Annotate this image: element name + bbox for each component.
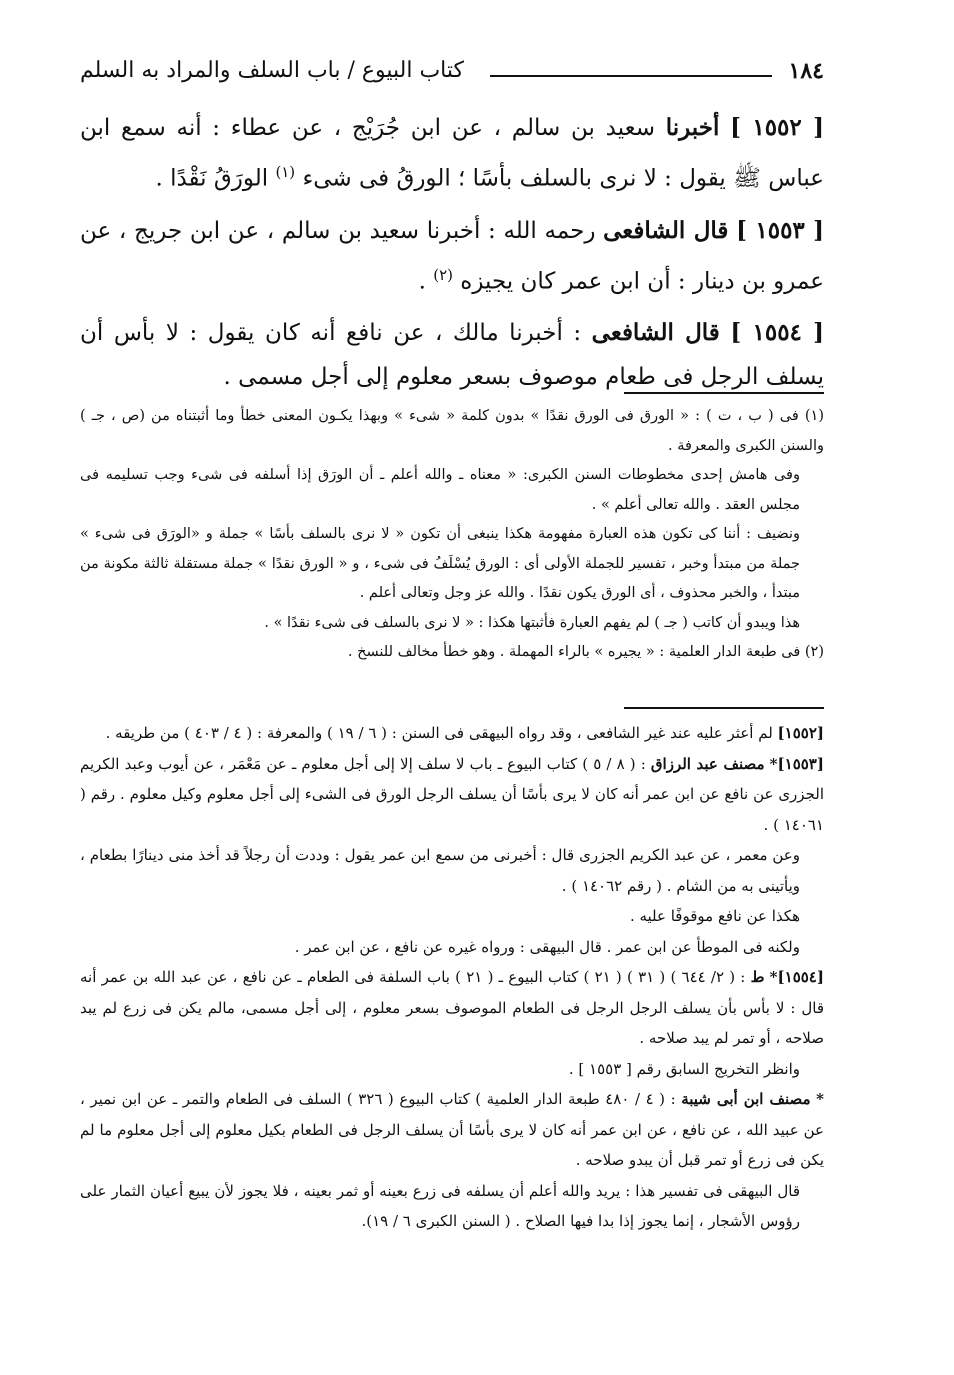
running-title: كتاب البيوع / باب السلف والمراد به السلم	[80, 58, 465, 83]
reference-1552	[80, 718, 824, 749]
paragraph-text: : أخبرنا مالك ، عن نافع أنه كان يقول : لا بأس أن يسلف الرجل فى طعام موصوف بسعر معلوم إلى أجل مسمى .	[80, 320, 824, 391]
paragraph-1554	[80, 311, 824, 399]
paragraph-tail: .	[418, 268, 426, 295]
paragraph-lead: أخبرنا	[665, 114, 720, 141]
header-rule	[490, 75, 772, 77]
paragraph-text: سعيد بن سالم ، عن ابن جُرَيْج ، عن عطاء : أنه سمع ابن عباس ﷺ يقول : لا نرى بالسلف بأسًا ؛ الورقُ فى شىء	[80, 115, 824, 192]
reference-text: : ( ٨ / ٥ ) كتاب البيوع ـ باب لا سلف إلا إلى أجل معلوم ـ عن مَعْمَر ، عن أيوب وعبد الكريم الجزرى عن نافع عن ابن عمر أنه كان لا يرى بأسًا أن يسلف الرجل الورق فى الشىء إلى أجل معلوم وكيل معلوم . رقم ( ١٤٠٦١ ) .	[80, 754, 824, 834]
reference-source: ط	[750, 968, 765, 986]
reference-text: لم أعثر عليه عند غير الشافعى ، وقد رواه البيهقى فى السنن : ( ٦ / ١٩ ) والمعرفة : ( ٤ / ٤٠٣ ) من طريقه .	[105, 724, 773, 742]
paragraph-number: [ ١٥٥٢ ]	[730, 114, 825, 141]
paragraph-1552	[80, 106, 824, 201]
references-separator	[624, 707, 824, 709]
reference-1553	[80, 749, 824, 841]
reference-text: : ( ٢/ ٦٤٤ ) ( ٣١ ) ( ٢١ ) كتاب البيوع ـ ( ٢١ ) باب السلفة فى الطعام ـ عن نافع ، عن عبد الله بن عمر أنه قال : لا بأس بأن يسلف الرجل الرجل فى الطعام الموصوف بسعر معلوم ، إلى أجل مسمى، مالم يكن فى زرع لم يبد صلاحه ، أو تمر لم يبد صلاحه .	[80, 968, 824, 1047]
reference-number: [١٥٥٣]	[777, 754, 824, 773]
reference-star: *	[816, 1090, 824, 1108]
page-number: ١٨٤	[788, 58, 824, 84]
reference-number: [١٥٥٢]	[777, 724, 824, 742]
reference-star: *	[769, 968, 778, 986]
footnote-marker: (١)	[275, 163, 296, 181]
references	[80, 718, 824, 1237]
reference-1553-d: ولكنه فى الموطأ عن ابن عمر . قال البيهقى : ورواه غيره عن نافع ، عن ابن عمر .	[294, 937, 800, 956]
paragraph-number: [ ١٥٥٤ ]	[730, 319, 825, 347]
footnote-separator	[624, 392, 824, 394]
footnotes	[80, 402, 824, 668]
main-text	[80, 106, 824, 407]
reference-1553-b: وعن معمر ، عن عبد الكريم الجزرى قال : أخبرنى من سمع ابن عمر يقول : وددت أن رجلاً قد أخذ منى دينارًا بطعام ، ويأتينى به من الشام . ( رقم ١٤٠٦٢ ) .	[80, 846, 800, 895]
footnote-1: (١) فى ( ب ، ت ) : « الورق فى الورق نقدًا » بدون كلمة « شىء » وبهذا يكـون المعنى خطأ وما أثبتناه من (ص ، جـ ) والسنن الكبرى والمعرفة .	[80, 408, 824, 454]
reference-1554-c	[80, 1084, 824, 1176]
reference-text: : ( ٤ / ٤٨٠ طبعة الدار العلمية ) كتاب البيوع ( ٣٢٦ ) السلف فى الطعام والتمر ـ عن ابن نمير ، عن عبيد الله ، عن نافع ، عن ابن عمر أنه كان لا يرى بأسًا أن يسلف الرجل فى الطعام بكيل معلوم إلى أجل معلوم ما لم يكن فى زرع أو تمر قبل أن يبدو صلاحه .	[80, 1090, 824, 1169]
reference-1554-b: وانظر التخريج السابق رقم [ ١٥٥٣ ] .	[568, 1059, 800, 1078]
reference-source: مصنف ابن أبى شيبة	[681, 1090, 811, 1108]
page-header	[80, 58, 824, 90]
reference-star: *	[769, 754, 778, 773]
reference-source: مصنف عبد الرزاق	[650, 754, 765, 773]
footnote-2: (٢) فى طبعة الدار العلمية : « يجيره » بالراء المهملة . وهو خطأ مخالف للنسخ .	[347, 644, 824, 660]
paragraph-lead: قال الشافعى	[603, 216, 729, 244]
reference-1554	[80, 962, 824, 1054]
footnote-marker: (٢)	[433, 265, 453, 284]
reference-number: [١٥٥٤]	[777, 968, 824, 986]
paragraph-lead: قال الشافعى	[591, 319, 720, 347]
footnote-1-addition: ونضيف : أننا كى تكون هذه العبارة مفهومة هكذا ينبغى أن تكون « لا نرى بالسلف بأسًا » جملة و «الورَق فى شىء » جملة من مبتدأ وخبر ، تفسير للجملة الأولى أى : الورق يُسْلَفُ فى شىء ، و « الورق نقدًا » جملة مستقلة ثالثة مكونة من مبتدأ ، والخبر محذوف ، أى الورق يكون نقدًا . والله عز وجل وتعالى أعلم .	[80, 526, 800, 601]
footnote-1-note: وفى هامش إحدى مخطوطات السنن الكبرى: « معناه ـ والله أعلم ـ أن الورَق إذا أسلفه فى شىء وجب تسليمه فى مجلس العقد . والله تعالى أعلم » .	[80, 467, 800, 513]
paragraph-text: رحمه الله : أخبرنا سعيد بن سالم ، عن ابن جريج ، عن عمرو بن دينار : أن ابن عمر كان يجيزه	[80, 217, 824, 295]
paragraph-number: [ ١٥٥٣ ]	[736, 216, 825, 244]
reference-1554-d: قال البيهقى فى تفسير هذا : يريد والله أعلم أن يسلفه فى زرع بعينه أو ثمر بعينه ، فلا يجوز لأن يبيع أعيان الثمار على رؤوس الأشجار ، إنما يجوز إذا بدا فيها الصلاح . ( السنن الكبرى ٦ / ١٩).	[80, 1181, 800, 1230]
reference-1553-c: هكذا عن نافع موقوفًا عليه .	[629, 907, 800, 925]
paragraph-1553	[80, 209, 824, 304]
footnote-1-remark: هذا ويبدو أن كاتب ( جـ ) لم يفهم العبارة فأثبتها هكذا : « لا نرى بالسلف فى شىء نقدًا » .	[264, 614, 800, 631]
paragraph-tail: الورَقُ نَقْدًا .	[155, 165, 269, 192]
